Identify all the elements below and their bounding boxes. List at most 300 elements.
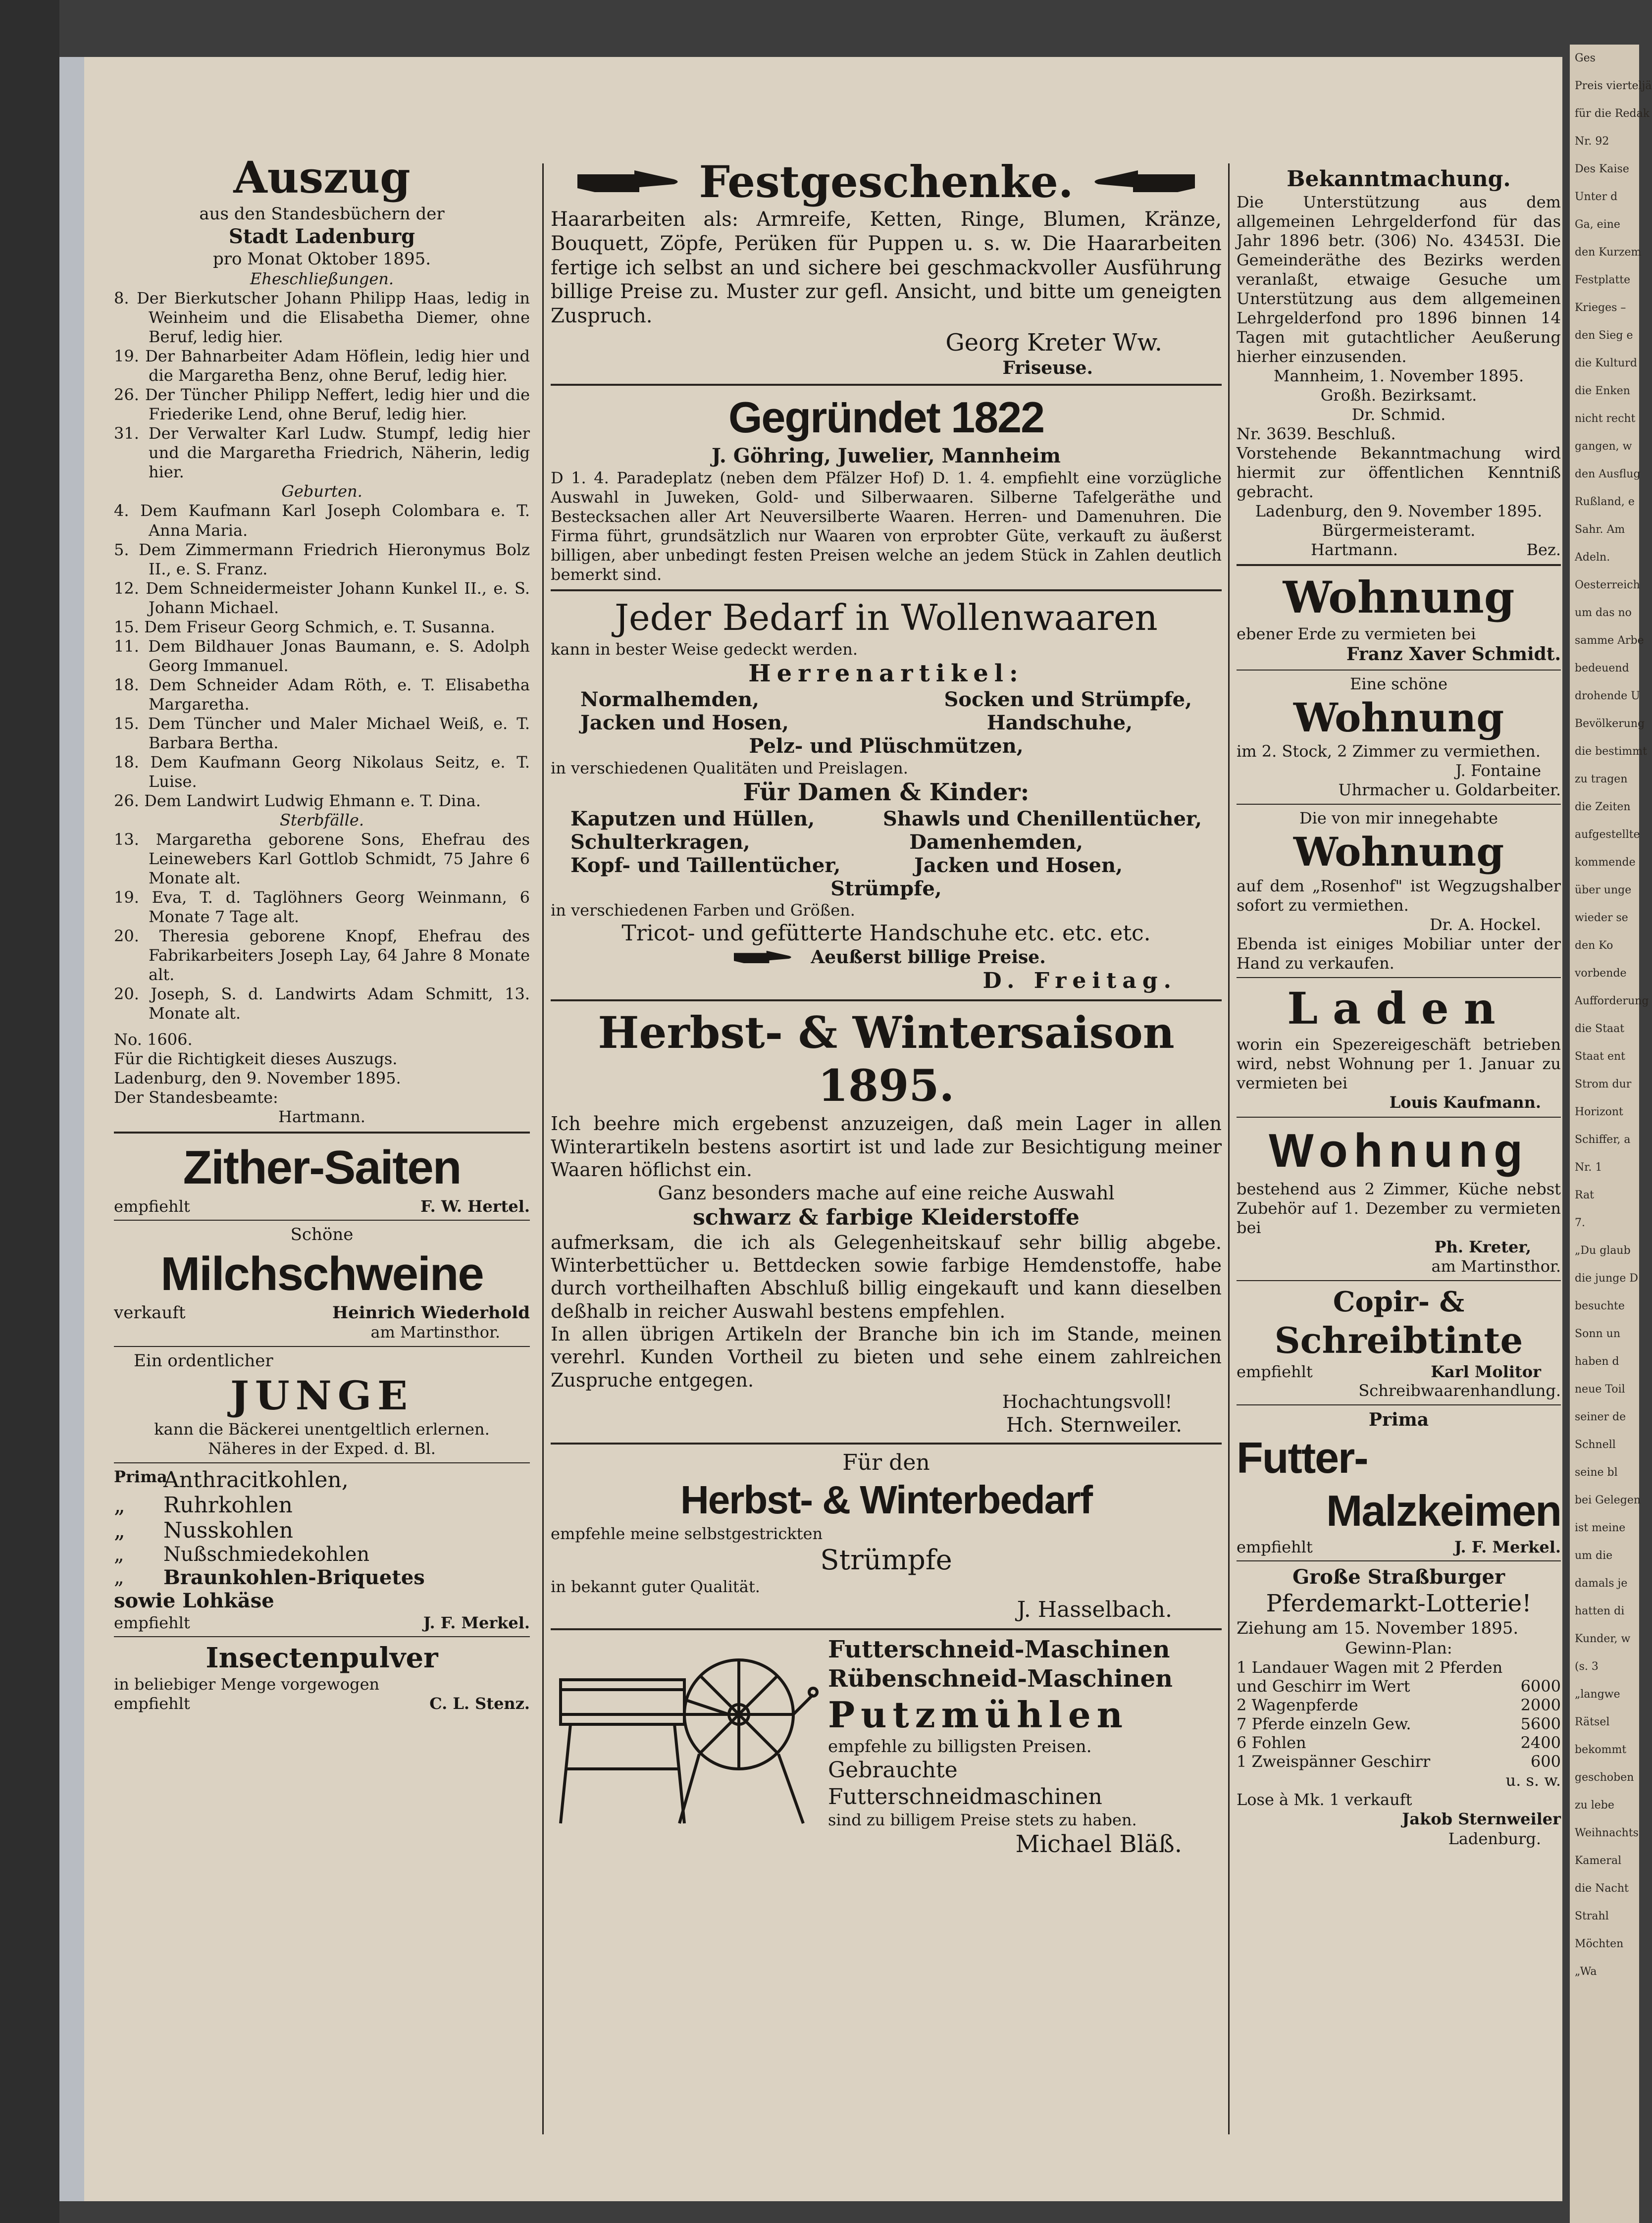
auszug-notice <box>114 151 530 1127</box>
prize-row <box>1237 1752 1561 1771</box>
prize-value: 6000 <box>1520 1677 1561 1696</box>
wohnung-title: Wohnung <box>1283 571 1515 623</box>
divider <box>1237 1560 1561 1561</box>
winterbedarf-ad <box>551 1449 1222 1623</box>
bekannt-text: Die Unterstützung aus dem allgemeinen Lehrgelderfond für das Jahr 1896 betr. (306) No. 43453I. Die Gemeinderäthe des Bezirks werden veranlaßt, etwaige Gesuche um Unterstützung aus dem allgemeinen Lehrgelderfond pro 1896 binnen 14 Tagen mit gutachtlicher Aeußerung hierher einzusenden. <box>1237 192 1561 366</box>
prize-label: 1 Zweispänner Geschirr <box>1237 1752 1431 1771</box>
list-item: 19. Eva, T. d. Taglöhners Georg Weinmann, 6 Monate 7 Tage alt. <box>114 888 530 927</box>
kohlen-left: empfiehlt <box>114 1613 190 1633</box>
book-spine <box>0 0 59 2223</box>
wolle-row <box>551 688 1222 711</box>
wb-name: J. Hasselbach. <box>1017 1597 1172 1623</box>
milch-pre: Schöne <box>290 1224 354 1244</box>
list-item: 19. Der Bahnarbeiter Adam Höflein, ledig hier und die Margaretha Benz, ohne Beruf, ledig hier. <box>114 347 530 385</box>
wolle-title: Jeder Bedarf in Wollenwaaren <box>615 596 1158 638</box>
herbst-closing: Hochachtungsvoll! <box>1002 1392 1172 1413</box>
next-page-line: Schnell <box>1575 1439 1616 1451</box>
tinte-title: Copir- & <box>1333 1285 1465 1318</box>
next-page-line: Staat ent <box>1575 1050 1626 1063</box>
kohlen-row <box>114 1493 530 1518</box>
next-page-line: Rätsel <box>1575 1716 1610 1728</box>
gegr-firm: J. Göhring, Juwelier, Mannheim <box>712 444 1061 467</box>
milch-left: verkauft <box>114 1303 186 1323</box>
next-page-line: aufgestellte <box>1575 828 1640 841</box>
wolle-prices: Aeußerst billige Preise. <box>811 947 1046 968</box>
kohlen-row <box>114 1543 530 1566</box>
fest-job: Friseuse. <box>1002 357 1093 378</box>
wolle-handschuhe: Tricot- und gefütterte Handschuhe etc. etc. etc. <box>621 921 1151 946</box>
herbst-highlight: schwarz & farbige Kleiderstoffe <box>693 1204 1080 1230</box>
festgeschenke-ad <box>551 156 1222 379</box>
next-page-line: seine bl <box>1575 1466 1618 1479</box>
tinte-footer <box>1237 1362 1561 1381</box>
futter-footer <box>1237 1538 1561 1556</box>
insect-left: empfiehlt <box>114 1694 190 1713</box>
wolle-row <box>551 807 1222 830</box>
next-page-line: bekommt <box>1575 1744 1627 1756</box>
insect-title: Insectenpulver <box>206 1642 438 1675</box>
lotterie-title: Große Straßburger <box>1292 1565 1505 1589</box>
herbst-text: Ganz besonders mache auf eine reiche Auswahl <box>658 1182 1115 1204</box>
next-page-line: die Nacht <box>1575 1882 1629 1895</box>
insect-footer <box>114 1694 530 1713</box>
next-page-line: „langwe <box>1575 1688 1620 1701</box>
lotterie-date: Ziehung am 15. November 1895. <box>1237 1618 1519 1638</box>
maschinen-line: Gebrauchte Futterschneidmaschinen <box>828 1758 1102 1810</box>
junge-pre: Ein ordentlicher <box>134 1351 273 1371</box>
zither-footer <box>114 1197 530 1216</box>
tinte-ad <box>1237 1285 1561 1400</box>
kohlen-footer <box>114 1613 530 1632</box>
wohnung-title: Wohnung <box>1269 1124 1529 1177</box>
kohlen-row <box>114 1566 530 1589</box>
kohlen-row <box>114 1518 530 1543</box>
next-page-line: Oesterreich <box>1575 579 1640 591</box>
next-page-line: den Kurzem <box>1575 246 1642 258</box>
wohnung-line: im 2. Stock, 2 Zimmer zu vermiethen. <box>1237 742 1541 761</box>
bekannt-line: Mannheim, 1. November 1895. <box>1273 366 1524 385</box>
next-page-line: seiner de <box>1575 1411 1626 1423</box>
next-page-line: kommende <box>1575 856 1636 869</box>
next-page-line: Preis vierteljä <box>1575 80 1652 92</box>
next-page-line: Möchten <box>1575 1938 1624 1950</box>
zither-left: empfiehlt <box>114 1196 190 1216</box>
column-middle <box>551 102 1222 2132</box>
zither-ad <box>114 1138 530 1215</box>
wolle-item: Socken und Strümpfe, <box>944 688 1192 712</box>
maschinen-title: Putzmühlen <box>828 1694 1129 1736</box>
pointing-hand-right-icon <box>575 164 684 199</box>
gegr-title: Gegründet 1822 <box>728 393 1044 442</box>
bekannt-line: Großh. Bezirksamt. <box>1320 385 1477 405</box>
list-item: 31. Der Verwalter Karl Ludw. Stumpf, ledig hier und die Margaretha Friedrich, Näherin, ledig hier. <box>114 424 530 482</box>
next-page-line: besuchte <box>1575 1300 1625 1312</box>
futter-ad <box>1237 1409 1561 1556</box>
divider <box>551 999 1222 1001</box>
laden-line: worin ein Spezereigeschäft betrieben wird, nebst Wohnung per 1. Januar zu vermieten bei <box>1237 1035 1561 1093</box>
wolle-item: Shawls und Chenillentücher, <box>882 807 1202 830</box>
wohnung-ad-1 <box>1237 571 1561 665</box>
next-page-line: bei Gelegen <box>1575 1494 1641 1506</box>
kohlen-row <box>114 1467 530 1493</box>
wohnung-pre: Die von mir innegehabte <box>1299 809 1498 828</box>
divider <box>114 1636 530 1637</box>
next-page-line: vorbende <box>1575 967 1627 980</box>
next-page-line: Ges <box>1575 52 1596 64</box>
next-page-line: Adeln. <box>1575 551 1610 564</box>
list-item: 12. Dem Schneidermeister Johann Kunkel II., e. S. Johann Michael. <box>114 578 530 617</box>
auszug-sub3: pro Monat Oktober 1895. <box>212 249 431 269</box>
herbst-text: In allen übrigen Artikeln der Branche bin ich im Stande, meinen verehrl. Kunden Vortheil zu bieten und sehe einem zahlreichen Zuspruche entgegen. <box>551 1323 1222 1391</box>
wolle-item: Jacken und Hosen, <box>914 853 1123 877</box>
heading-geburten: Geburten. <box>281 482 362 501</box>
bekannt-line: Ladenburg, den 9. November 1895. <box>1255 502 1543 521</box>
kohlen-item: Ruhrkohlen <box>163 1493 293 1518</box>
tinte-left: empfiehlt <box>1237 1362 1313 1381</box>
next-page-line: Strahl <box>1575 1910 1609 1922</box>
prize-row <box>1237 1658 1561 1696</box>
wolle-item: Schulterkragen, <box>570 830 750 854</box>
wb-product: Strümpfe <box>820 1544 952 1577</box>
next-page-line: die bestimmt <box>1575 745 1647 758</box>
futter-pre: Prima <box>1368 1409 1429 1430</box>
junge-ad <box>114 1351 530 1458</box>
next-page-line: „Du glaub <box>1575 1244 1631 1257</box>
birth-list <box>114 501 530 811</box>
maschinen-ad <box>551 1635 1222 1859</box>
wohnung-name: Franz Xaver Schmidt. <box>1346 643 1561 665</box>
list-item: 11. Dem Bildhauer Jonas Baumann, e. S. Adolph Georg Immanuel. <box>114 636 530 675</box>
lotterie-usw: u. s. w. <box>1505 1771 1561 1790</box>
wohnung-title: Wohnung <box>1293 694 1504 741</box>
prize-label: 1 Landauer Wagen mit 2 Pferden und Geschirr im Wert <box>1237 1658 1503 1696</box>
list-item: 18. Dem Kaufmann Georg Nikolaus Seitz, e. T. Luise. <box>114 752 530 791</box>
auszug-sub1: aus den Standesbüchern der <box>199 204 445 224</box>
divider <box>1237 1280 1561 1281</box>
heading-sterbfaelle: Sterbfälle. <box>280 810 364 829</box>
next-page-line: um das no <box>1575 607 1632 619</box>
next-page-line: 7. <box>1575 1217 1585 1229</box>
wohnung-pre: Eine schöne <box>1349 674 1448 693</box>
list-item: 5. Dem Zimmermann Friedrich Hieronymus Bolz II., e. S. Franz. <box>114 540 530 578</box>
kohlen-ditto: „ <box>114 1493 125 1518</box>
next-page-line: neue Toil <box>1575 1383 1625 1396</box>
kohlen-ad <box>114 1467 530 1632</box>
lotterie-prizes <box>1237 1658 1561 1771</box>
divider <box>1237 804 1561 805</box>
prize-row <box>1237 1714 1561 1733</box>
bekannt-bez: Bez. <box>1526 540 1561 560</box>
wolle-item: Handschuhe, <box>986 711 1133 735</box>
kohlen-item: Nußschmiedekohlen <box>163 1543 370 1566</box>
next-page-line: Unter d <box>1575 191 1618 203</box>
divider <box>1237 670 1561 671</box>
auszug-sub2: Stadt Ladenburg <box>228 224 415 248</box>
bekannt-line: Nr. 3639. Beschluß. <box>1237 424 1396 444</box>
next-page-line: samme Arbe <box>1575 634 1644 647</box>
prize-label: 7 Pferde einzeln Gew. <box>1237 1714 1411 1734</box>
wolle-item: Pelz- und Plüschmützen, <box>749 734 1024 758</box>
junge-title: JUNGE <box>230 1372 414 1419</box>
futter-title: Futter- <box>1237 1433 1368 1482</box>
next-page-line: Horizont <box>1575 1106 1623 1118</box>
next-page-line: den Sieg e <box>1575 329 1633 342</box>
next-page-line: Sahr. Am <box>1575 523 1625 536</box>
next-page-line: hatten di <box>1575 1605 1625 1617</box>
next-page-line: Kunder, w <box>1575 1633 1631 1645</box>
wohnung-line: ebener Erde zu vermieten bei <box>1237 624 1476 643</box>
next-page-line: wieder se <box>1575 912 1628 924</box>
insect-line: in beliebiger Menge vorgewogen <box>114 1675 380 1694</box>
prize-row <box>1237 1696 1561 1714</box>
maschinen-title: Futterschneid-Maschinen <box>828 1636 1170 1664</box>
next-page-line: haben d <box>1575 1355 1619 1368</box>
column-rule-right <box>1228 163 1230 2134</box>
lotterie-title: Pferdemarkt-Lotterie! <box>1266 1590 1532 1618</box>
divider <box>1237 1117 1561 1118</box>
divider <box>114 1346 530 1347</box>
kohlen-ditto: „ <box>114 1543 124 1566</box>
next-page-line: Rußland, e <box>1575 496 1635 508</box>
auszug-footer-line: Für die Richtigkeit dieses Auszugs. <box>114 1049 398 1069</box>
list-item: 18. Dem Schneider Adam Röth, e. T. Elisabetha Margaretha. <box>114 675 530 714</box>
wohnung-line: Ebenda ist einiges Mobiliar unter der Hand zu verkaufen. <box>1237 934 1561 973</box>
wohnung-name: Ph. Kreter, <box>1434 1237 1531 1256</box>
next-page-line: „Wa <box>1575 1965 1597 1978</box>
maschinen-line: sind zu billigem Preise stets zu haben. <box>828 1810 1137 1829</box>
prize-value: 600 <box>1530 1752 1561 1771</box>
auszug-signature: Hartmann. <box>278 1107 365 1127</box>
herbst-saison-ad <box>551 1006 1222 1438</box>
wohnung-name: J. Fontaine <box>1455 761 1541 780</box>
next-page-line: die Enken <box>1575 385 1630 397</box>
fest-title: Festgeschenke. <box>699 156 1074 207</box>
list-item: 26. Der Tüncher Philipp Neffert, ledig hier und die Friederike Lend, ohne Beruf, ledig hier. <box>114 385 530 424</box>
divider <box>551 589 1222 591</box>
tinte-job: Schreibwaarenhandlung. <box>1358 1381 1561 1400</box>
prize-value: 2400 <box>1520 1733 1561 1753</box>
wolle-item: Damenhemden, <box>909 830 1083 854</box>
futter-name: J. F. Merkel. <box>1454 1537 1561 1556</box>
milch-footer <box>114 1303 530 1323</box>
list-item: 20. Joseph, S. d. Landwirts Adam Schmitt, 13. Monate alt. <box>114 984 530 1023</box>
wohnung-ad-2 <box>1237 674 1561 800</box>
wb-line: in bekannt guter Qualität. <box>551 1577 760 1597</box>
next-page-line: die Staat <box>1575 1023 1625 1035</box>
next-page-line: Strom dur <box>1575 1078 1632 1090</box>
next-page-line: bedeuend <box>1575 662 1629 674</box>
insect-ad <box>114 1641 530 1713</box>
kohlen-ditto: „ <box>114 1566 124 1589</box>
next-page-line: Des Kaise <box>1575 163 1629 175</box>
heading-eheschliessungen: Eheschließungen. <box>250 269 394 289</box>
wolle-price-row <box>551 947 1222 968</box>
wolle-row <box>551 830 1222 854</box>
wolle-row <box>551 711 1222 734</box>
wohnung-line: auf dem „Rosenhof" ist Wegzugshalber sofort zu vermiethen. <box>1237 876 1561 915</box>
wohnung-line: bestehend aus 2 Zimmer, Küche nebst Zubehör auf 1. Dezember zu vermieten bei <box>1237 1179 1561 1237</box>
herbst-text: aufmerksam, die ich als Gelegenheitskauf sehr billig abgebe. Winterbettücher u. Bettdecken sowie farbige Hemdenstoffe, habe durch vortheilhaften Abschluß billig eingekauft und kann dieselben deßhalb in reicher Auswahl bestens empfehlen. <box>551 1231 1222 1322</box>
pointing-hand-left-icon <box>1088 164 1197 199</box>
list-item: 13. Margaretha geborene Sons, Ehefrau des Leinewebers Karl Gottlob Schmidt, 75 Jahre 6 Monate alt. <box>114 830 530 888</box>
gegruendet-ad <box>551 391 1222 584</box>
maschinen-title: Rübenschneid-Maschinen <box>828 1664 1173 1693</box>
next-page-line: (s. 3 <box>1575 1660 1599 1673</box>
divider <box>551 384 1222 386</box>
column-right <box>1237 102 1561 2132</box>
death-list <box>114 830 530 1023</box>
column-rule-left <box>542 163 544 2134</box>
next-page-line: für die Redak <box>1575 107 1650 120</box>
kohlen-sowie: sowie Lohkäse <box>114 1589 274 1613</box>
next-page-line: Krieges – <box>1575 302 1626 314</box>
bekannt-text: Vorstehende Bekanntmachung wird hiermit zur öffentlichen Kenntniß gebracht. <box>1237 444 1561 502</box>
fest-name: Georg Kreter Ww. <box>945 328 1162 357</box>
bekannt-footer <box>1237 540 1561 559</box>
divider <box>1237 1404 1561 1405</box>
list-item: 8. Der Bierkutscher Johann Philipp Haas, ledig in Weinheim und die Elisabetha Diemer, ohne Beruf, ledig hier. <box>114 289 530 347</box>
wolle-item: Kaputzen und Hüllen, <box>570 807 815 830</box>
next-page-line: die Kulturd <box>1575 357 1637 369</box>
next-page-line: den Ko <box>1575 939 1613 952</box>
kohlen-name: J. F. Merkel. <box>423 1613 530 1633</box>
kohlen-item: Anthracitkohlen, <box>163 1467 349 1493</box>
milch-name: Heinrich Wiederhold <box>332 1303 530 1323</box>
herbst-signature: Hch. Sternweiler. <box>1006 1413 1182 1437</box>
divider <box>551 1443 1222 1445</box>
divider <box>114 1462 530 1463</box>
next-page-line: Bevölkerung <box>1575 718 1645 730</box>
next-page-line: die Zeiten <box>1575 801 1631 813</box>
next-page-line: drohende U <box>1575 690 1640 702</box>
herbst-title: Herbst- & Wintersaison 1895. <box>598 1006 1175 1112</box>
prize-label: 2 Wagenpferde <box>1237 1696 1358 1715</box>
next-page-line: damals je <box>1575 1577 1628 1590</box>
wohnung-job: Uhrmacher u. Goldarbeiter. <box>1338 780 1561 800</box>
zither-title: Zither-Saiten <box>183 1141 461 1194</box>
laden-ad <box>1237 982 1561 1112</box>
next-page-line: Aufforderung <box>1575 995 1649 1007</box>
junge-line: Näheres in der Exped. d. Bl. <box>208 1439 436 1458</box>
laden-title: Laden <box>1287 982 1510 1034</box>
lotterie-name: Jakob Sternweiler <box>1402 1809 1561 1829</box>
wb-line: empfehle meine selbstgestrickten <box>551 1524 823 1544</box>
next-page-line: Nr. 92 <box>1575 135 1609 148</box>
next-page-fragment <box>1570 45 1652 2223</box>
insect-name: C. L. Stenz. <box>429 1694 530 1713</box>
prize-row <box>1237 1733 1561 1752</box>
futter-left: empfiehlt <box>1237 1537 1313 1556</box>
wb-line: Für den <box>842 1449 930 1475</box>
wolle-herren: Herrenartikel: <box>748 659 1024 687</box>
auszug-title: Auszug <box>233 152 411 203</box>
tinte-title: Schreibtinte <box>1274 1319 1523 1362</box>
lotterie-city: Ladenburg. <box>1448 1829 1541 1848</box>
lotterie-ad <box>1237 1565 1561 1849</box>
marriage-list <box>114 289 530 482</box>
next-page-line: Festplatte <box>1575 274 1631 286</box>
feed-cutter-machine-illustration <box>551 1640 818 1833</box>
milchschweine-ad <box>114 1225 530 1343</box>
wolle-item: Jacken und Hosen, <box>580 711 789 735</box>
next-page-line: Rat <box>1575 1189 1595 1201</box>
wohnung-ad-3 <box>1237 809 1561 973</box>
laden-name: Louis Kaufmann. <box>1389 1093 1541 1112</box>
wohnung-addr: am Martinsthor. <box>1431 1256 1561 1276</box>
bekanntmachung-notice <box>1237 166 1561 559</box>
auszug-footer <box>114 1030 530 1127</box>
lotterie-lose: Lose à Mk. 1 verkauft <box>1237 1790 1412 1809</box>
divider <box>551 1628 1222 1630</box>
next-page-line: den Ausflug <box>1575 468 1641 480</box>
divider <box>114 1220 530 1221</box>
wohnung-ad-4 <box>1237 1122 1561 1276</box>
prize-value: 2000 <box>1520 1696 1561 1715</box>
wohnung-title: Wohnung <box>1293 828 1504 876</box>
column-left <box>114 102 530 2132</box>
next-page-line: Nr. 1 <box>1575 1161 1602 1174</box>
bekannt-line: Dr. Schmid. <box>1351 405 1446 424</box>
list-item: 15. Dem Friseur Georg Schmich, e. T. Susanna. <box>114 617 495 636</box>
pointing-hand-right-icon <box>726 947 801 967</box>
next-page-line: über unge <box>1575 884 1632 896</box>
lotterie-plan: Gewinn-Plan: <box>1345 1639 1452 1658</box>
next-page-line: geschoben <box>1575 1771 1634 1784</box>
bekannt-line: Bürgermeisteramt. <box>1322 521 1476 540</box>
wolle-line: in verschiedenen Qualitäten und Preislagen. <box>551 758 908 777</box>
wolle-item: Strümpfe, <box>830 877 942 900</box>
next-page-line: nicht recht <box>1575 413 1636 425</box>
wolle-line: kann in bester Weise gedeckt werden. <box>551 639 858 659</box>
wolle-item: Normalhemden, <box>580 688 760 712</box>
next-page-line: zu tragen <box>1575 773 1628 785</box>
prize-value: 5600 <box>1520 1714 1561 1734</box>
list-item: 26. Dem Landwirt Ludwig Ehmann e. T. Dina. <box>114 791 481 810</box>
next-page-line: Kameral <box>1575 1855 1622 1867</box>
next-page-line: gangen, w <box>1575 440 1632 453</box>
divider <box>1237 977 1561 978</box>
wolle-item: Kopf- und Taillentücher, <box>570 853 841 877</box>
next-page-line: die junge D <box>1575 1272 1639 1285</box>
wb-title: Herbst- & Winterbedarf <box>680 1478 1092 1522</box>
list-item: 15. Dem Tüncher und Maler Michael Weiß, e. T. Barbara Bertha. <box>114 714 530 752</box>
auszug-number: No. 1606. <box>114 1030 193 1049</box>
wollenwaaren-ad <box>551 596 1222 994</box>
kohlen-item: Braunkohlen-Briquetes <box>163 1566 425 1590</box>
kohlen-prima: Prima <box>114 1467 167 1487</box>
herbst-text: Ich beehre mich ergebenst anzuzeigen, daß mein Lager in allen Winterartikeln bestens asortirt ist und lade zur Besichtigung meiner Waaren höflichst ein. <box>551 1113 1222 1181</box>
milch-title: Milchschweine <box>160 1247 483 1301</box>
next-page-line: Sonn un <box>1575 1328 1620 1340</box>
wolle-row <box>551 854 1222 877</box>
tinte-name: Karl Molitor <box>1431 1362 1541 1381</box>
maschinen-name: Michael Bläß. <box>1015 1830 1182 1858</box>
wolle-line: in verschiedenen Farben und Größen. <box>551 901 855 920</box>
binding-board <box>59 57 84 2201</box>
maschinen-line: empfehle zu billigsten Preisen. <box>828 1737 1092 1757</box>
wolle-name: D. Freitag. <box>982 968 1177 994</box>
divider <box>1237 564 1561 566</box>
futter-title: Malzkeimen <box>1326 1486 1561 1536</box>
next-page-line: Schiffer, a <box>1575 1134 1631 1146</box>
next-page-line: Weihnachts <box>1575 1827 1639 1839</box>
next-page-line: Ga, eine <box>1575 218 1620 231</box>
auszug-footer-line: Der Standesbeamte: <box>114 1088 278 1107</box>
list-item: 4. Dem Kaufmann Karl Joseph Colombara e. T. Anna Maria. <box>114 501 530 540</box>
wohnung-name: Dr. A. Hockel. <box>1429 915 1541 934</box>
next-page-line: zu lebe <box>1575 1799 1614 1811</box>
kohlen-ditto: „ <box>114 1518 125 1544</box>
